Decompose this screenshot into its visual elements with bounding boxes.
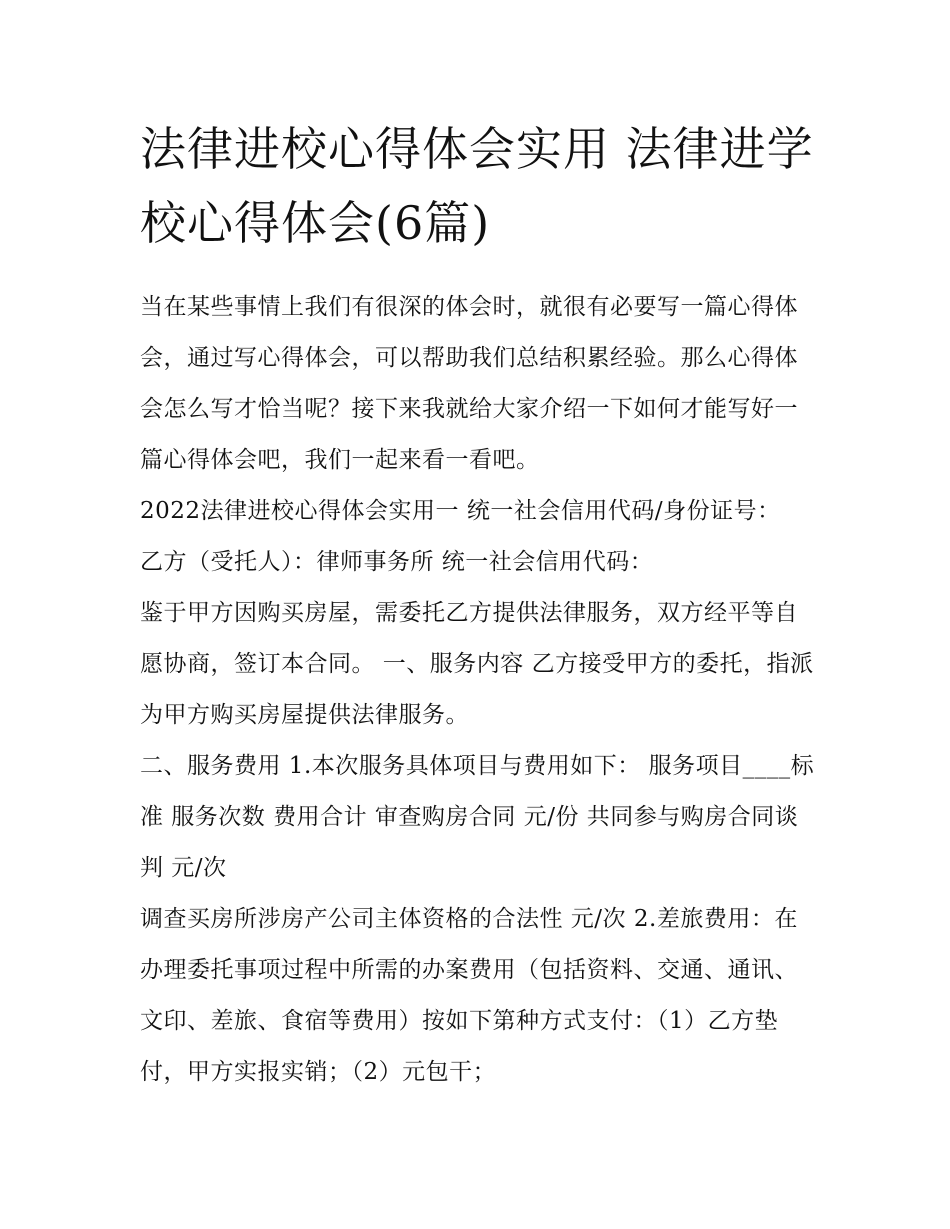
service-fee-paragraph: 二、服务费用 1.本次服务具体项目与费用如下： 服务项目____标准 服务次数 费用合计 审查购房合同 元/份 共同参与购房合同谈判 元/次 xyxy=(140,753,815,881)
party-b-line: 乙方（受托人）：律师事务所 统一社会信用代码： xyxy=(140,549,654,575)
document-page xyxy=(140,112,820,1098)
section-one-heading: 2022法律进校心得体会实用一 统一社会信用代码/身份证号： xyxy=(140,498,781,524)
document-title: 法律进校心得体会实用 法律进学校心得体会(6篇) xyxy=(140,122,814,250)
service-content-paragraph: 鉴于甲方因购买房屋，需委托乙方提供法律服务，双方经平等自愿协商，签订本合同。 一、服务内容 乙方接受甲方的委托，指派为甲方购买房屋提供法律服务。 xyxy=(140,600,814,728)
intro-paragraph: 当在某些事情上我们有很深的体会时，就很有必要写一篇心得体会，通过写心得体会，可以帮助我们总结积累经验。那么心得体会怎么写才恰当呢？接下来我就给大家介绍一下如何才能写好一篇心得体会吧，我们一起来看一看吧。 xyxy=(140,294,798,473)
travel-expense-paragraph: 调查买房所涉房产公司主体资格的合法性 元/次 2.差旅费用：在办理委托事项过程中所需的办案费用（包括资料、交通、通讯、文印、差旅、食宿等费用）按如下第种方式支付：（1）乙方垫付，甲方实报实销；（2）元包干； xyxy=(140,906,798,1085)
